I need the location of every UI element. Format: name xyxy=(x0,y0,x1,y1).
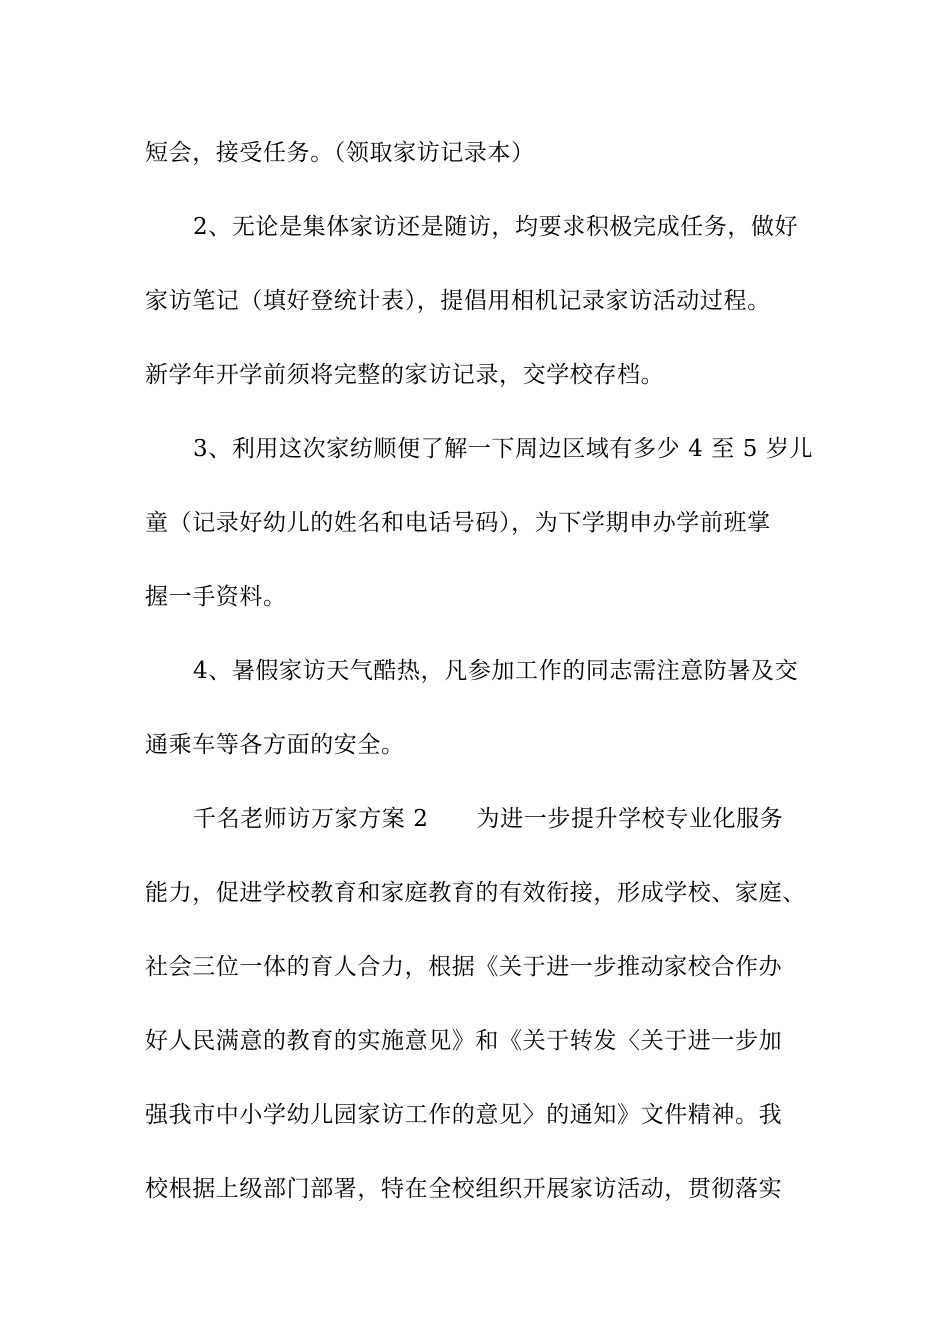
text-line: 童（记录好幼儿的姓名和电话号码），为下学期申办学前班掌 xyxy=(145,510,771,536)
text-line: 握一手资料。 xyxy=(145,584,287,610)
text-line: 3、利用这次家纺顺便了解一下周边区域有多少 4 至 5 岁儿 xyxy=(193,436,814,462)
text-line: 2、无论是集体家访还是随访，均要求积极完成任务，做好 xyxy=(193,214,799,240)
text-line: 4、暑假家访天气酷热，凡参加工作的同志需注意防暑及交 xyxy=(193,658,799,684)
text-line: 新学年开学前须将完整的家访记录，交学校存档。 xyxy=(145,362,665,388)
text-line: 强我市中小学幼儿园家访工作的意见〉的通知》文件精神。我 xyxy=(145,1102,783,1128)
text-line-start: 为进一步提升学校专业化服务 xyxy=(476,806,784,832)
text-line: 校根据上级部门部署，特在全校组织开展家访活动，贯彻落实 xyxy=(145,1176,783,1202)
text-line: 家访笔记（填好登统计表），提倡用相机记录家访活动过程。 xyxy=(145,288,771,314)
section-heading: 千名老师访万家方案 2 xyxy=(193,806,429,832)
text-line: 通乘车等各方面的安全。 xyxy=(145,732,405,758)
text-line: 好人民满意的教育的实施意见》和《关于转发〈关于进一步加 xyxy=(145,1028,783,1054)
text-line: 能力，促进学校教育和家庭教育的有效衔接，形成学校、家庭、 xyxy=(145,880,806,906)
text-line-heading xyxy=(193,804,783,834)
text-line: 短会，接受任务。（领取家访记录本） xyxy=(145,140,535,166)
text-line: 社会三位一体的育人合力，根据《关于进一步推动家校合作办 xyxy=(145,954,783,980)
